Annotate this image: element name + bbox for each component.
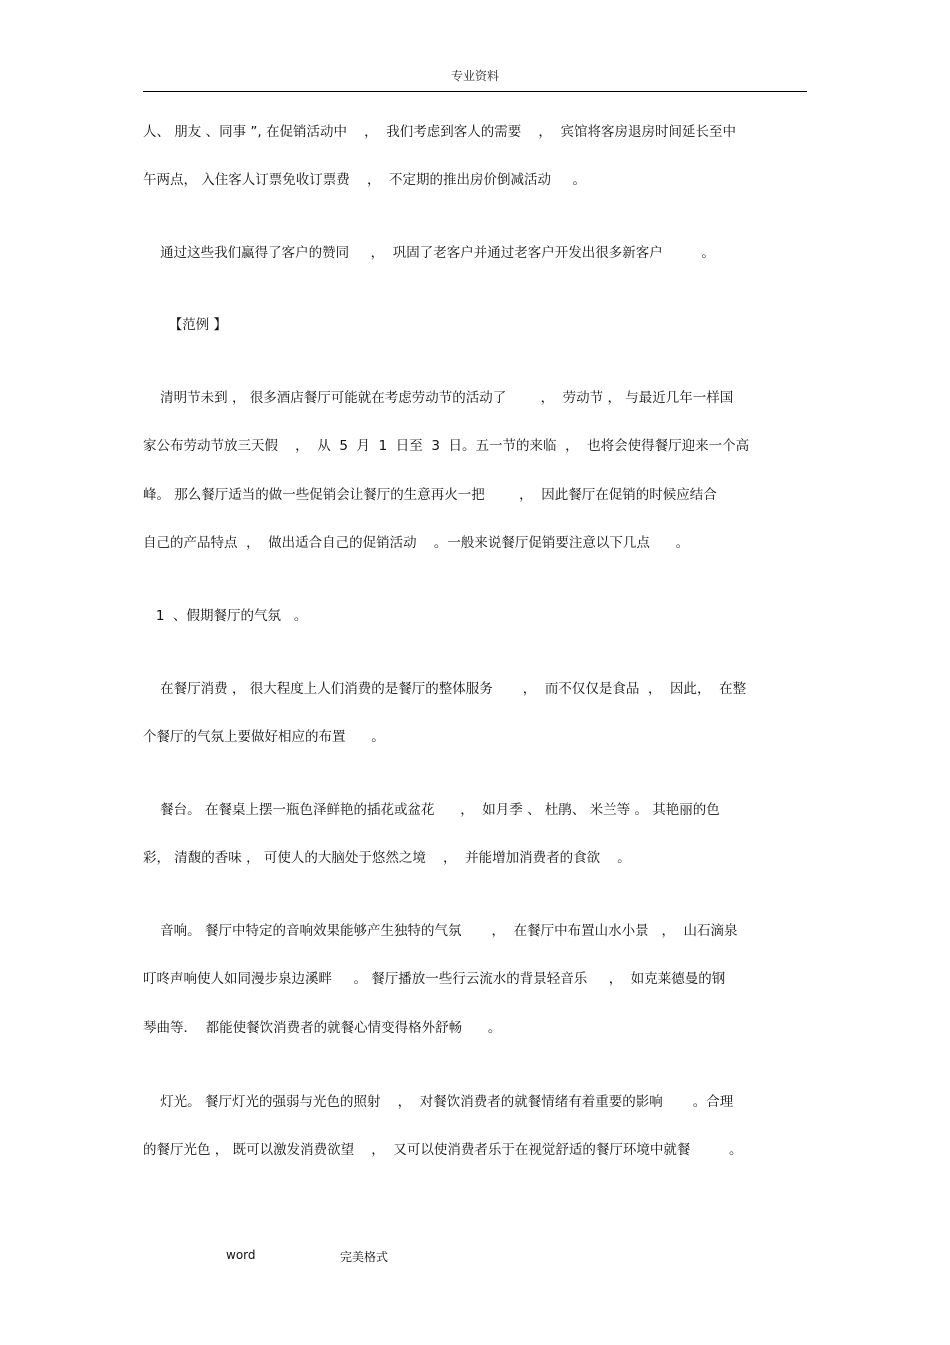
header-title: 专业资料	[450, 69, 499, 83]
body-line: 清明节未到 ， 很多酒店餐厅可能就在考虑劳动节的活动了 ， 劳动节 ， 与最近几年一样国	[143, 390, 734, 406]
list-item-heading: 1 、假期餐厅的气氛 。	[143, 608, 308, 624]
body-line: 个餐厅的气氛上要做好相应的布置 。	[143, 729, 385, 745]
body-line: 自己的产品特点 ， 做出适合自己的促销活动 。一般来说餐厅促销要注意以下几点 。	[143, 535, 690, 551]
body-line: 在餐厅消费 ， 很大程度上人们消费的是餐厅的整体服务 ， 而不仅仅是食品 ， 因此， 在整	[143, 681, 747, 697]
body-line: 灯光。 餐厅灯光的强弱与光色的照射 ， 对餐饮消费者的就餐情绪有着重要的影响 。合理	[143, 1094, 734, 1110]
footer-label-left: word	[226, 1248, 256, 1262]
body-line: 的餐厅光色 ， 既可以激发消费欲望 ， 又可以使消费者乐于在视觉舒适的餐厅环境中就餐 。	[143, 1142, 743, 1158]
section-heading: 【范例 】	[143, 317, 228, 333]
body-line: 音响。 餐厅中特定的音响效果能够产生独特的气氛 ， 在餐厅中布置山水小景 ， 山石滴泉	[143, 923, 738, 939]
header-divider	[143, 91, 807, 92]
body-line: 人、 朋友 、同事 ”, 在促销活动中 ， 我们考虑到客人的需要 ， 宾馆将客房退房时间延长至中	[143, 124, 736, 140]
body-line: 家公布劳动节放三天假 ， 从 5 月 1 日至 3 日。五一节的来临 ， 也将会使得餐厅迎来一个高	[143, 438, 750, 454]
body-line: 叮咚声响使人如同漫步泉边溪畔 。 餐厅播放一些行云流水的背景轻音乐 ， 如克莱德曼的钢	[143, 971, 726, 987]
body-line: 通过这些我们赢得了客户的赞同 ， 巩固了老客户并通过老客户开发出很多新客户 。	[143, 245, 715, 261]
body-line: 午两点， 入住客人订票免收订票费 ， 不定期的推出房价倒减活动 。	[143, 172, 586, 188]
body-line: 峰。 那么餐厅适当的做一些促销会让餐厅的生意再火一把 ， 因此餐厅在促销的时候应结合	[143, 487, 717, 503]
body-line: 彩， 清馥的香味 ， 可使人的大脑处于悠然之境 ， 并能增加消费者的食欲 。	[143, 850, 631, 866]
footer-label-right: 完美格式	[340, 1250, 389, 1264]
body-line: 餐台。 在餐桌上摆一瓶色泽鲜艳的插花或盆花 ， 如月季 、 杜鹃、 米兰等 。 其艳丽的色	[143, 802, 720, 818]
body-line: 琴曲等． 都能使餐饮消费者的就餐心情变得格外舒畅 。	[143, 1020, 502, 1036]
